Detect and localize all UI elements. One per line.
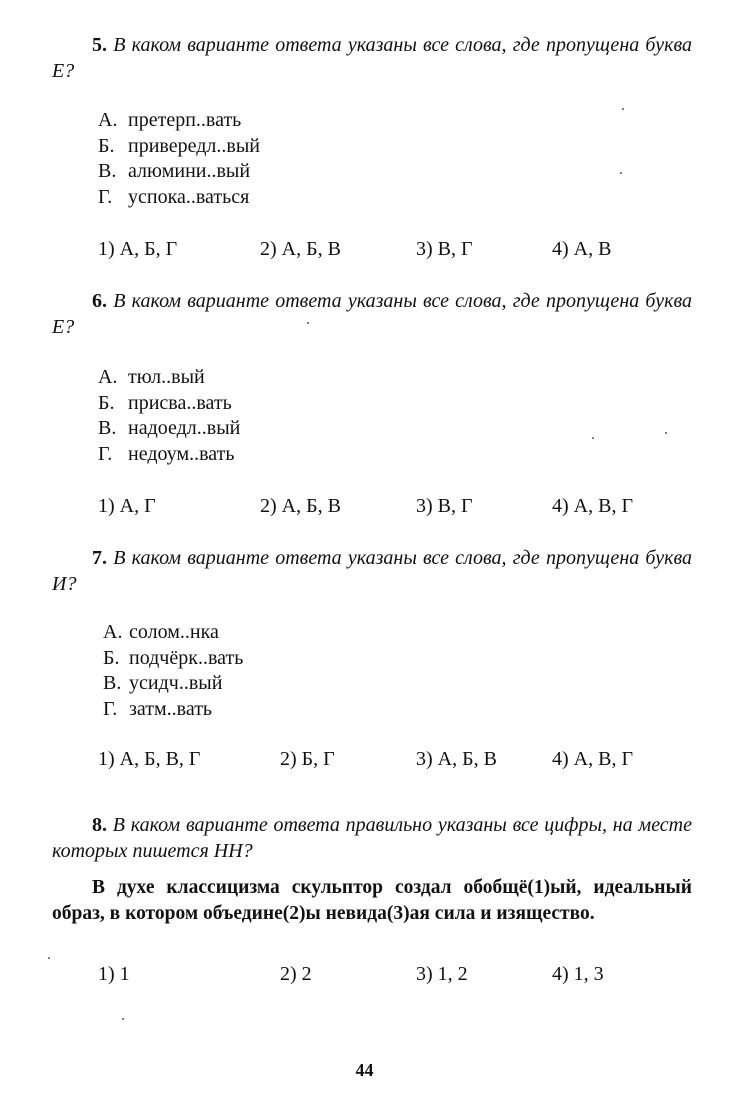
option-item: Б. привередл..вый — [98, 134, 260, 157]
scan-speck — [307, 322, 309, 324]
answer-choice: 2) А, Б, В — [260, 495, 341, 517]
answer-choice: 4) А, В — [552, 238, 612, 260]
page-number: 44 — [355, 1060, 374, 1080]
question-8-answers — [98, 961, 698, 987]
answer-choice: 4) А, В, Г — [552, 495, 634, 517]
answer-choice: 2) Б, Г — [280, 748, 335, 770]
answer-choice: 1) А, Г — [98, 495, 156, 517]
question-7-number: 7. — [92, 547, 107, 569]
option-item: Б. подчёрк..вать — [103, 646, 244, 669]
scan-speck — [622, 108, 624, 110]
scan-speck — [592, 437, 594, 439]
question-7-text: В каком варианте ответа указаны все слова, где пропущена буква И? — [52, 547, 692, 595]
question-5-number: 5. — [92, 34, 107, 56]
answer-choice: 1) А, Б, Г — [98, 238, 178, 260]
question-8-sentence: В духе классицизма скульптор создал обобщё(1)ый, идеальный образ, в котором объедине(2)ы невида(3)ая сила и изящество. — [52, 877, 692, 924]
question-5-text: В каком варианте ответа указаны все слова, где пропущена буква Е? — [52, 34, 692, 82]
option-item: Г. недоум..вать — [98, 442, 235, 465]
option-item: Г. успока..ваться — [98, 185, 250, 208]
answer-choice: 4) 1, 3 — [552, 963, 604, 985]
question-6-number: 6. — [92, 290, 107, 312]
question-6-answers — [98, 493, 698, 519]
option-item: А. тюл..вый — [98, 366, 205, 388]
question-7-options — [103, 620, 243, 722]
answer-choice: 2) А, Б, В — [260, 238, 341, 260]
question-8-number: 8. — [92, 814, 107, 836]
question-5-prompt — [52, 32, 692, 84]
question-5-options — [98, 108, 260, 210]
answer-choice: 1) 1 — [98, 963, 130, 985]
answer-choice: 3) 1, 2 — [416, 963, 468, 985]
scan-speck — [620, 172, 622, 174]
answer-choice: 4) А, В, Г — [552, 748, 634, 770]
answer-choice: 1) А, Б, В, Г — [98, 748, 201, 770]
question-8-prompt — [52, 812, 692, 864]
answer-choice: 2) 2 — [280, 963, 312, 985]
answer-choice: 3) В, Г — [416, 495, 473, 517]
scan-speck — [122, 1018, 124, 1020]
question-6-options — [98, 365, 240, 467]
question-7-prompt — [52, 545, 692, 597]
answer-choice: 3) В, Г — [416, 238, 473, 260]
answer-choice: 3) А, Б, В — [416, 748, 497, 770]
question-6-prompt — [52, 288, 692, 340]
option-item: А. солом..нка — [103, 621, 219, 643]
option-item: Г. затм..вать — [103, 697, 213, 720]
question-8-text: В каком варианте ответа правильно указаны все цифры, на месте которых пишется НН? — [52, 814, 693, 862]
question-5-answers — [98, 236, 698, 262]
option-item: В. алюмини..вый — [98, 160, 251, 182]
scan-speck — [665, 432, 667, 434]
option-item: Б. присва..вать — [98, 391, 232, 414]
question-7-answers — [98, 746, 698, 772]
question-6-text: В каком варианте ответа указаны все слова, где пропущена буква Е? — [52, 290, 692, 338]
option-item: В. надоедл..вый — [98, 417, 241, 439]
scan-speck — [48, 957, 50, 959]
option-item: А. претерп..вать — [98, 109, 242, 131]
option-item: В. усидч..вый — [103, 672, 223, 694]
